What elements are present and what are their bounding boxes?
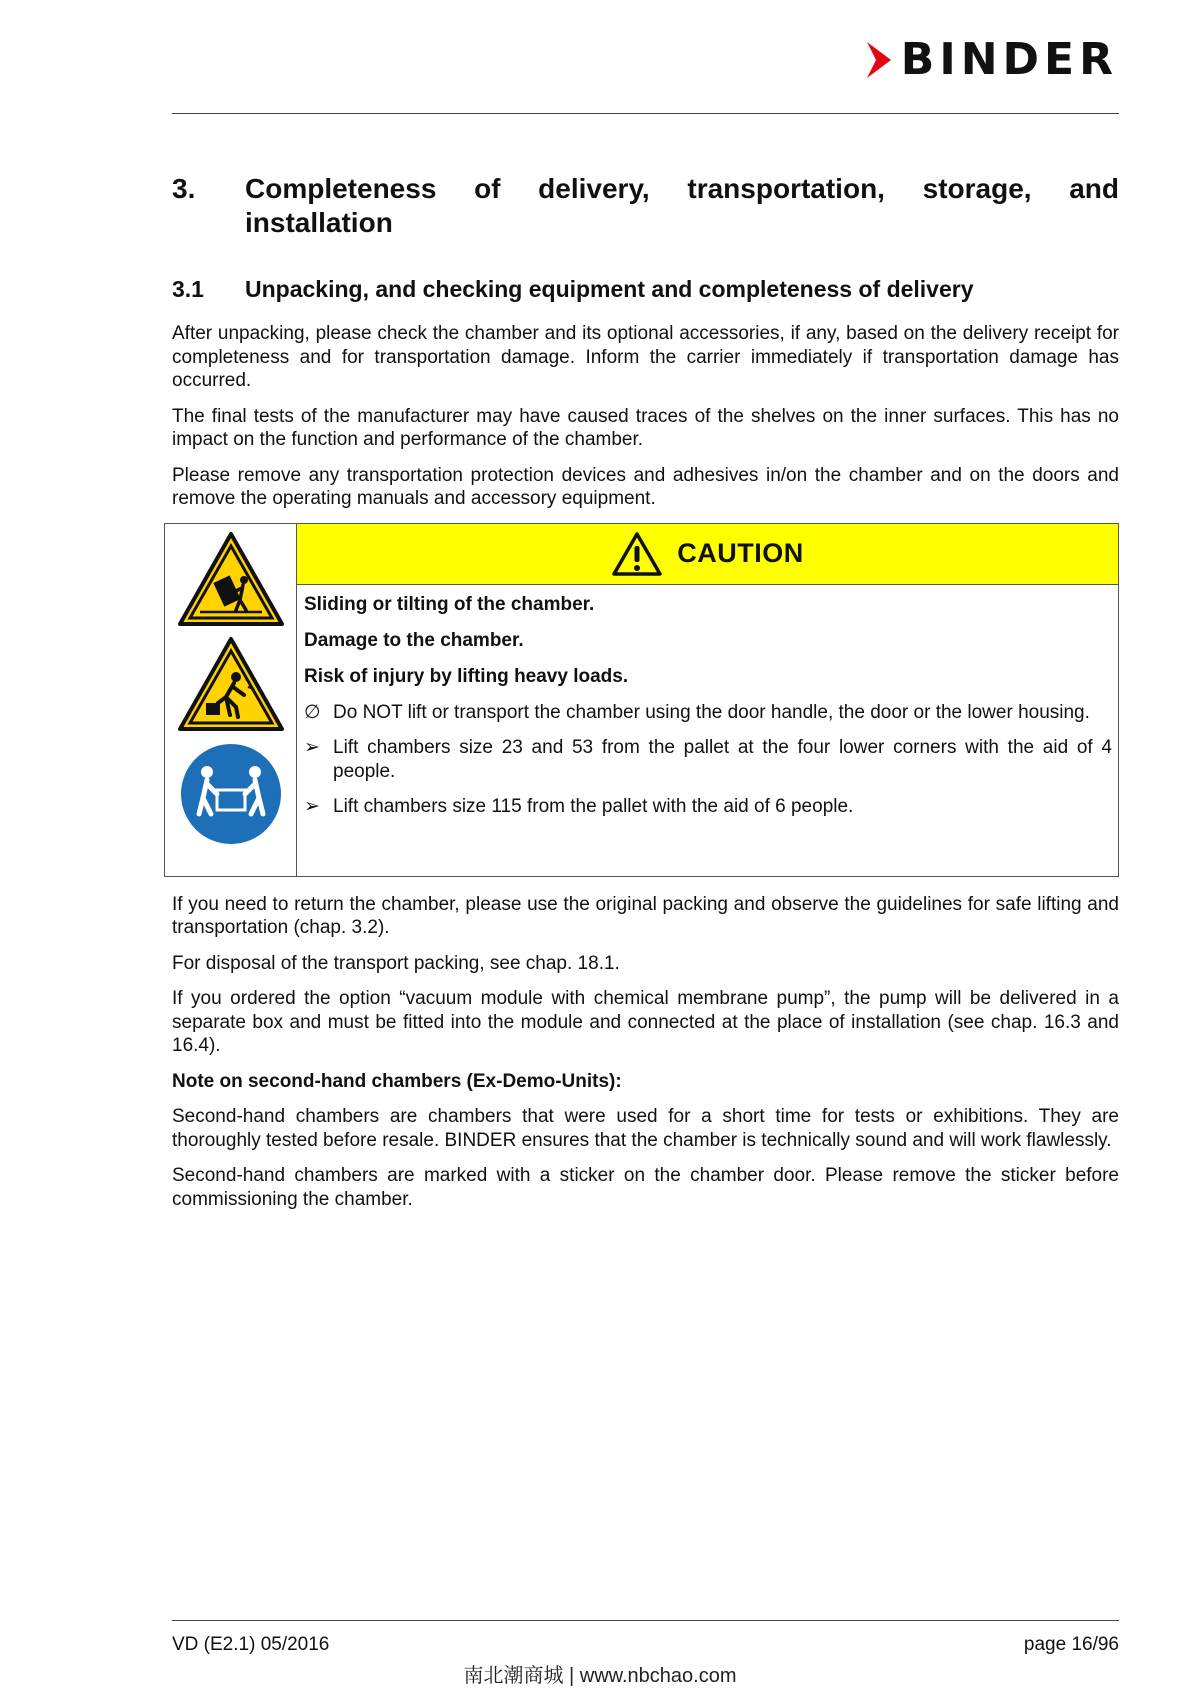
document-version: VD (E2.1) 05/2016 [172, 1634, 330, 1655]
intro-paragraph-2: The final tests of the manufacturer may have caused traces of the shelves on the inner surfaces. This has no impact on the function and performance of the chamber. [172, 405, 1119, 450]
caution-bullet-2 [304, 736, 1112, 783]
chapter-number: 3. [172, 173, 196, 204]
caution-bullet-text: Lift chambers size 23 and 53 from the pallet at the four lower corners with the aid of 4 people. [333, 737, 1112, 782]
caution-header [297, 524, 1118, 585]
caution-icon-column [165, 524, 297, 876]
chapter-heading [172, 172, 1119, 240]
caution-line-1: Sliding or tilting of the chamber. [304, 593, 595, 615]
footer-rule [172, 1620, 1119, 1621]
caution-box [164, 523, 1119, 877]
section-heading [172, 275, 1119, 303]
two-person-lift-icon [177, 740, 285, 848]
caution-bullet-text: Lift chambers size 115 from the pallet with the aid of 6 people. [333, 796, 854, 817]
heavy-load-hazard-icon [176, 635, 286, 733]
header-rule [172, 113, 1119, 114]
caution-content [297, 524, 1118, 876]
warning-triangle-icon [611, 531, 663, 577]
caution-title: CAUTION [677, 538, 804, 568]
page-content [172, 172, 1119, 1223]
binder-logo-text: BINDER [900, 34, 1118, 85]
caution-line-3: Risk of injury by lifting heavy loads. [304, 665, 629, 687]
tilting-hazard-icon [176, 530, 286, 628]
disposal-paragraph: For disposal of the transport packing, see chap. 18.1. [172, 952, 620, 974]
prohibited-symbol-icon: ∅ [304, 701, 321, 723]
section-title: Unpacking, and checking equipment and completeness of delivery [245, 276, 974, 302]
note-title: Note on second-hand chambers (Ex-Demo-Units): [172, 1070, 622, 1092]
return-paragraph: If you need to return the chamber, please use the original packing and observe the guidelines for safe lifting and transportation (chap. 3.2). [172, 893, 1119, 938]
binder-logo-mark-icon [865, 40, 895, 80]
note-paragraph-1: Second-hand chambers are chambers that were used for a short time for tests or exhibitions. They are thoroughly tested before resale. BINDER ensures that the chamber is technically sound and will work flawlessly. [172, 1106, 1119, 1151]
caution-body [297, 585, 1118, 831]
binder-logo [865, 34, 1118, 85]
note-paragraph-2: Second-hand chambers are marked with a sticker on the chamber door. Please remove the sticker before commissioning the chamber. [172, 1165, 1119, 1210]
arrow-bullet-icon: ➢ [304, 737, 320, 758]
vacuum-module-paragraph: If you ordered the option “vacuum module with chemical membrane pump”, the pump will be delivered in a separate box and must be fitted into the module and connected at the place of installation (see chap. 16.3 and 16.4). [172, 988, 1119, 1056]
caution-bullet-3 [304, 795, 1112, 819]
chapter-title: Completeness of delivery, transportation, storage, and installation [245, 173, 1119, 238]
intro-paragraph-3: Please remove any transportation protection devices and adhesives in/on the chamber and on the doors and remove the operating manuals and accessory equipment. [172, 464, 1119, 509]
watermark-text: 南北潮商城 | www.nbchao.com [463, 1665, 737, 1687]
caution-line-2: Damage to the chamber. [304, 629, 524, 651]
caution-bullet-1 [304, 701, 1112, 725]
arrow-bullet-icon: ➢ [304, 796, 320, 817]
section-number: 3.1 [172, 276, 204, 302]
page-number: page 16/96 [1023, 1634, 1119, 1655]
intro-paragraph-1: After unpacking, please check the chamber and its optional accessories, if any, based on the delivery receipt for completeness and for transportation damage. Inform the carrier immediately if transportation damage has occurred. [172, 323, 1119, 391]
caution-bullet-text: Do NOT lift or transport the chamber using the door handle, the door or the lower housing. [333, 701, 1090, 723]
